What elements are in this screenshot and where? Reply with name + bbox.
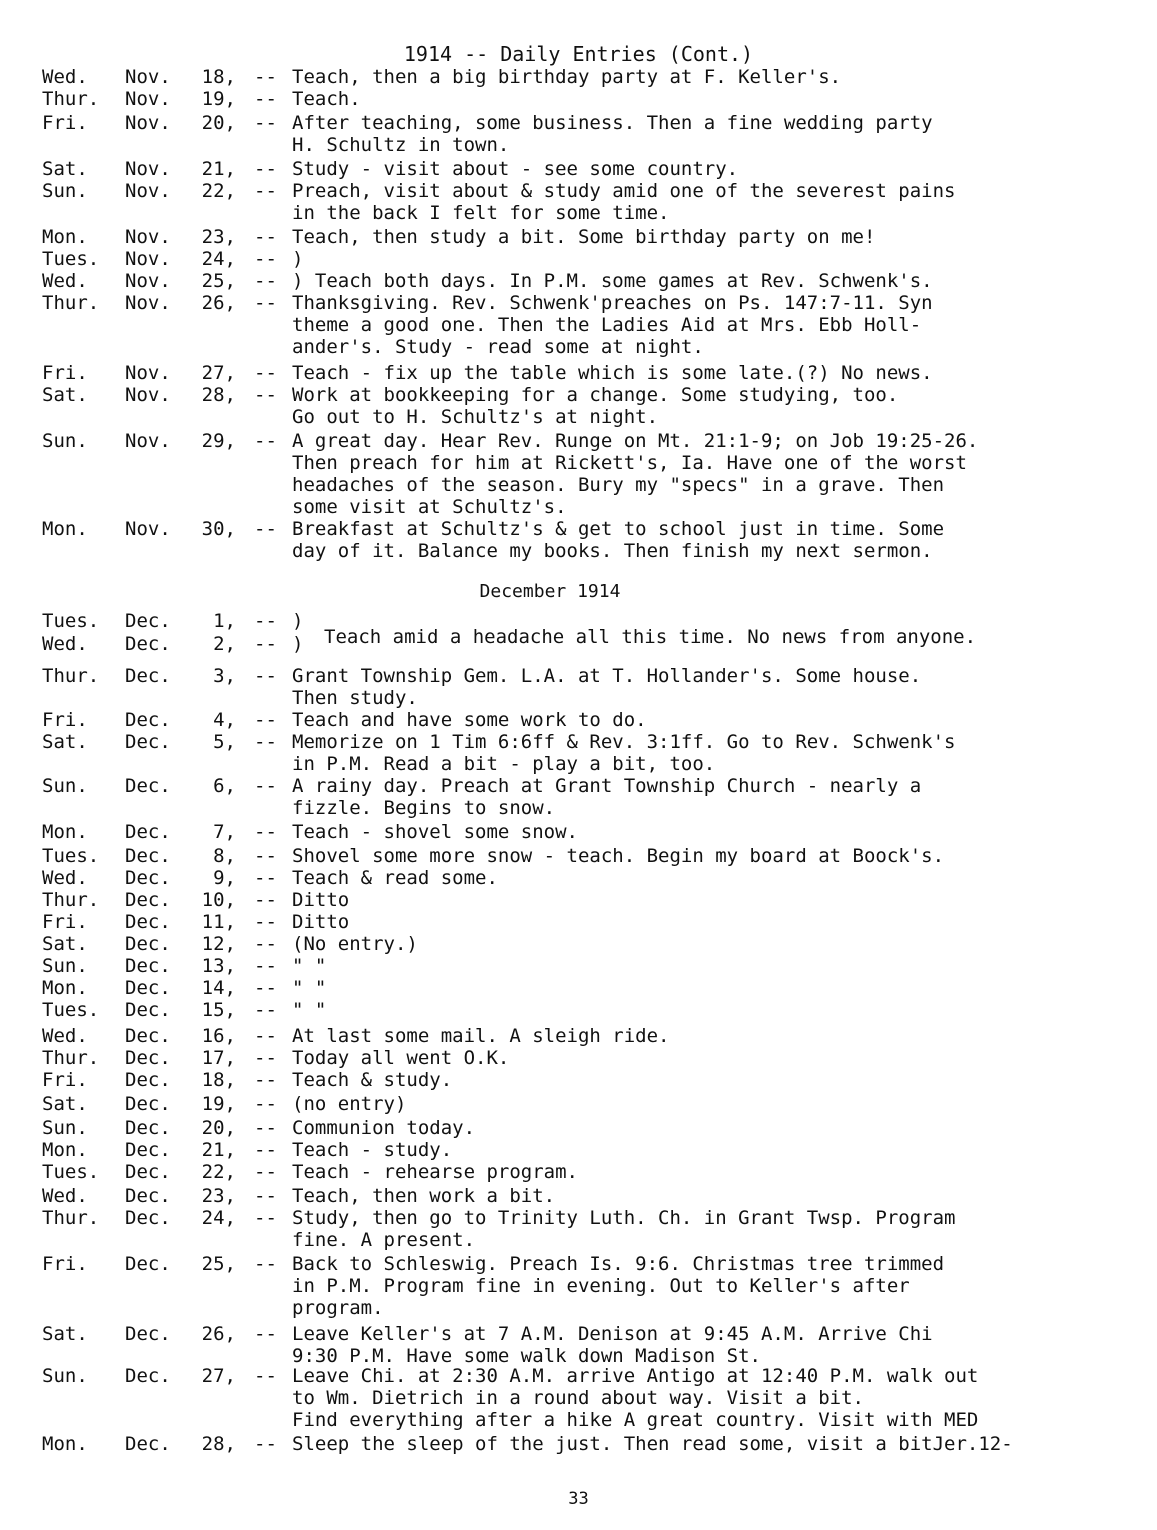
entry-date: 25, [201, 270, 236, 292]
entry-text: Teach - rehearse program. [292, 1161, 578, 1183]
entry-day: Thur. [42, 1207, 100, 1229]
entry-text: Thanksgiving. Rev. Schwenk'preaches on Ps. 147:7-11. Syn theme a good one. Then the Ladies Aid at Mrs. Ebb Holl- ander's. Study - read some at night. [292, 292, 933, 358]
entry-day: Mon. [42, 1433, 88, 1455]
entry-date: 27, [201, 1365, 236, 1387]
entry-month: Nov. [125, 66, 171, 88]
entry-date: 11, [201, 911, 236, 933]
entry-date: 4, [213, 709, 236, 731]
entry-date: 26, [201, 1323, 236, 1345]
entry-separator: -- [254, 1185, 277, 1207]
entry-month: Dec. [125, 1433, 171, 1455]
entry-month: Dec. [125, 1207, 171, 1229]
entry-month: Dec. [125, 1069, 171, 1091]
entry-day: Wed. [42, 867, 88, 889]
entry-day: Sun. [42, 180, 88, 202]
section-heading-december: December 1914 [479, 581, 621, 602]
entry-month: Dec. [125, 889, 171, 911]
entry-month: Nov. [125, 384, 171, 406]
entry-date: 18, [201, 66, 236, 88]
entry-month: Dec. [125, 867, 171, 889]
entry-separator: -- [254, 1207, 277, 1229]
entry-separator: -- [254, 731, 277, 753]
entry-separator: -- [254, 1117, 277, 1139]
entry-date: 5, [213, 731, 236, 753]
entry-day: Wed. [42, 1185, 88, 1207]
page-number: 33 [568, 1489, 589, 1509]
entry-separator: -- [254, 1323, 277, 1345]
entry-date: 27, [201, 362, 236, 384]
entry-separator: -- [254, 430, 277, 452]
entry-day: Fri. [42, 1069, 88, 1091]
entry-month: Dec. [125, 1323, 171, 1345]
entry-day: Fri. [42, 1253, 88, 1275]
entry-day: Fri. [42, 112, 88, 134]
entry-separator: -- [254, 1093, 277, 1115]
entry-text: Today all went O.K. [292, 1047, 510, 1069]
entry-day: Tues. [42, 845, 100, 867]
entry-month: Dec. [125, 709, 171, 731]
entry-month: Dec. [125, 933, 171, 955]
entry-day: Sun. [42, 1117, 88, 1139]
entry-text: ) [292, 610, 304, 632]
entry-text: Memorize on 1 Tim 6:6ff & Rev. 3:1ff. Go to Rev. Schwenk's in P.M. Read a bit - play a bit, too. [292, 731, 956, 775]
entry-separator: -- [254, 889, 277, 911]
entry-separator: -- [254, 633, 277, 655]
entry-separator: -- [254, 955, 277, 977]
entry-text: (no entry) [292, 1093, 407, 1115]
page-title: 1914 -- Daily Entries (Cont.) [403, 42, 754, 66]
entry-separator: -- [254, 292, 277, 314]
entry-date: 29, [201, 430, 236, 452]
entry-day: Sat. [42, 384, 88, 406]
entry-day: Mon. [42, 226, 88, 248]
entry-text: Ditto [292, 889, 350, 911]
entry-month: Dec. [125, 1093, 171, 1115]
entry-date: 6, [213, 775, 236, 797]
entry-separator: -- [254, 1139, 277, 1161]
entry-date: 14, [201, 977, 236, 999]
entry-text: Teach, then work a bit. [292, 1185, 556, 1207]
entry-day: Fri. [42, 709, 88, 731]
entry-separator: -- [254, 775, 277, 797]
entry-day: Thur. [42, 889, 100, 911]
entry-text: Study, then go to Trinity Luth. Ch. in Grant Twsp. Program fine. A present. [292, 1207, 956, 1251]
entry-separator: -- [254, 999, 277, 1021]
entry-day: Wed. [42, 633, 88, 655]
entry-day: Sat. [42, 933, 88, 955]
entry-text: Grant Township Gem. L.A. at T. Hollander's. Some house. Then study. [292, 665, 922, 709]
entry-day: Tues. [42, 248, 100, 270]
entry-text: Teach. [292, 88, 361, 110]
entry-day: Tues. [42, 610, 100, 632]
entry-day: Fri. [42, 911, 88, 933]
entry-date: 28, [201, 1433, 236, 1455]
entry-date: 18, [201, 1069, 236, 1091]
entry-text: Teach & read some. [292, 867, 498, 889]
entry-date: 12, [201, 933, 236, 955]
entry-month: Dec. [125, 1117, 171, 1139]
entry-separator: -- [254, 1161, 277, 1183]
entry-text: Breakfast at Schultz's & get to school just in time. Some day of it. Balance my books. Then finish my next sermon. [292, 518, 945, 562]
entry-day: Sat. [42, 731, 88, 753]
entry-month: Dec. [125, 1139, 171, 1161]
entry-month: Nov. [125, 248, 171, 270]
entry-separator: -- [254, 1025, 277, 1047]
entry-separator: -- [254, 709, 277, 731]
entry-text: Communion today. [292, 1117, 476, 1139]
entry-text: Teach and have some work to do. [292, 709, 647, 731]
entry-date: 7, [213, 821, 236, 843]
entry-date: 21, [201, 158, 236, 180]
entry-separator: -- [254, 867, 277, 889]
entry-day: Thur. [42, 292, 100, 314]
entry-day: Tues. [42, 999, 100, 1021]
entry-text: Study - visit about - see some country. [292, 158, 739, 180]
entry-date: 10, [201, 889, 236, 911]
entry-text: Teach, then a big birthday party at F. Keller's. [292, 66, 842, 88]
entry-day: Sat. [42, 1323, 88, 1345]
entry-date: 23, [201, 1185, 236, 1207]
entry-date: 1, [213, 610, 236, 632]
entry-separator: -- [254, 665, 277, 687]
entry-month: Dec. [125, 977, 171, 999]
entry-day: Wed. [42, 1025, 88, 1047]
entry-date: 28, [201, 384, 236, 406]
entry-month: Nov. [125, 430, 171, 452]
entry-date: 2, [213, 633, 236, 655]
entry-date: 20, [201, 1117, 236, 1139]
entry-day: Sun. [42, 1365, 88, 1387]
entry-text: " " [292, 999, 327, 1021]
entry-date: 30, [201, 518, 236, 540]
entry-day: Mon. [42, 518, 88, 540]
entry-text: Work at bookkeeping for a change. Some studying, too. Go out to H. Schultz's at night. [292, 384, 899, 428]
entry-date: 23, [201, 226, 236, 248]
entry-separator: -- [254, 1433, 277, 1455]
entry-text: ) [292, 248, 304, 270]
entry-text: After teaching, some business. Then a fine wedding party H. Schultz in town. [292, 112, 933, 156]
entry-separator: -- [254, 112, 277, 134]
entry-separator: -- [254, 933, 277, 955]
entry-separator: -- [254, 158, 277, 180]
entry-date: 19, [201, 88, 236, 110]
entry-month: Nov. [125, 158, 171, 180]
entry-day: Sat. [42, 158, 88, 180]
entry-month: Nov. [125, 292, 171, 314]
entry-text: Preach, visit about & study amid one of the severest pains in the back I felt for some time. [292, 180, 956, 224]
entry-month: Dec. [125, 610, 171, 632]
entry-month: Dec. [125, 1185, 171, 1207]
entry-day: Sat. [42, 1093, 88, 1115]
entry-text: ) [292, 633, 304, 655]
entry-date: 24, [201, 248, 236, 270]
entry-date: 15, [201, 999, 236, 1021]
entry-text: Shovel some more snow - teach. Begin my board at Boock's. [292, 845, 945, 867]
entry-text: Sleep the sleep of the just. Then read some, visit a bitJer.12- [292, 1433, 1013, 1455]
entry-month: Nov. [125, 226, 171, 248]
entry-date: 21, [201, 1139, 236, 1161]
entry-day: Wed. [42, 66, 88, 88]
entry-separator: -- [254, 270, 277, 292]
entry-date: 22, [201, 1161, 236, 1183]
entry-month: Nov. [125, 180, 171, 202]
entry-text: " " [292, 955, 327, 977]
entry-day: Fri. [42, 362, 88, 384]
entry-date: 24, [201, 1207, 236, 1229]
entry-text: Leave Keller's at 7 A.M. Denison at 9:45 A.M. Arrive Chi 9:30 P.M. Have some walk down Madison St. [292, 1323, 933, 1367]
entry-day: Wed. [42, 270, 88, 292]
entry-separator: -- [254, 518, 277, 540]
entry-text: ) Teach both days. In P.M. some games at Rev. Schwenk's. [292, 270, 933, 292]
entry-day: Mon. [42, 1139, 88, 1161]
entry-day: Sun. [42, 955, 88, 977]
entry-month: Dec. [125, 1253, 171, 1275]
entry-day: Mon. [42, 977, 88, 999]
entry-date: 16, [201, 1025, 236, 1047]
entry-day: Mon. [42, 821, 88, 843]
entry-month: Dec. [125, 999, 171, 1021]
entry-month: Dec. [125, 1047, 171, 1069]
entry-day: Sun. [42, 430, 88, 452]
entry-text: Teach - fix up the table which is some late.(?) No news. [292, 362, 933, 384]
entry-month: Dec. [125, 1365, 171, 1387]
entry-month: Dec. [125, 775, 171, 797]
entry-separator: -- [254, 180, 277, 202]
entry-separator: -- [254, 610, 277, 632]
entry-text: A rainy day. Preach at Grant Township Church - nearly a fizzle. Begins to snow. [292, 775, 922, 819]
entry-date: 20, [201, 112, 236, 134]
entry-separator: -- [254, 845, 277, 867]
entry-date: 25, [201, 1253, 236, 1275]
entry-month: Nov. [125, 88, 171, 110]
entry-month: Dec. [125, 955, 171, 977]
entry-separator: -- [254, 1069, 277, 1091]
entry-separator: -- [254, 88, 277, 110]
entry-text: " " [292, 977, 327, 999]
entry-month: Dec. [125, 1025, 171, 1047]
entry-separator: -- [254, 821, 277, 843]
entry-separator: -- [254, 248, 277, 270]
entry-day: Tues. [42, 1161, 100, 1183]
entry-day: Sun. [42, 775, 88, 797]
entry-date: 26, [201, 292, 236, 314]
entry-text: A great day. Hear Rev. Runge on Mt. 21:1-9; on Job 19:25-26. Then preach for him at Rickett's, Ia. Have one of the worst headaches of the season. Bury my "specs" in a grave. Then some visit at Schultz's. [292, 430, 979, 518]
entry-month: Nov. [125, 362, 171, 384]
entry-month: Nov. [125, 270, 171, 292]
entry-month: Dec. [125, 821, 171, 843]
entry-text: Teach amid a headache all this time. No news from anyone. [324, 626, 977, 648]
entry-text: Teach - shovel some snow. [292, 821, 578, 843]
entry-separator: -- [254, 66, 277, 88]
entry-month: Dec. [125, 845, 171, 867]
entry-separator: -- [254, 977, 277, 999]
entry-date: 19, [201, 1093, 236, 1115]
entry-date: 17, [201, 1047, 236, 1069]
entry-date: 9, [213, 867, 236, 889]
entry-separator: -- [254, 362, 277, 384]
entry-date: 8, [213, 845, 236, 867]
entry-date: 13, [201, 955, 236, 977]
entry-month: Dec. [125, 633, 171, 655]
entry-month: Dec. [125, 911, 171, 933]
entry-text: Teach - study. [292, 1139, 453, 1161]
entry-text: At last some mail. A sleigh ride. [292, 1025, 670, 1047]
entry-separator: -- [254, 1253, 277, 1275]
entry-day: Thur. [42, 1047, 100, 1069]
entry-day: Thur. [42, 665, 100, 687]
entry-month: Dec. [125, 1161, 171, 1183]
entry-separator: -- [254, 1047, 277, 1069]
entry-day: Thur. [42, 88, 100, 110]
entry-month: Dec. [125, 731, 171, 753]
entry-text: Teach & study. [292, 1069, 453, 1091]
entry-separator: -- [254, 226, 277, 248]
entry-text: Leave Chi. at 2:30 A.M. arrive Antigo at 12:40 P.M. walk out to Wm. Dietrich in a round about way. Visit a bit. Find everything after a hike A great country. Visit with MED [292, 1365, 979, 1431]
entry-text: Back to Schleswig. Preach Is. 9:6. Christmas tree trimmed in P.M. Program fine in evening. Out to Keller's after program. [292, 1253, 945, 1319]
entry-date: 3, [213, 665, 236, 687]
entry-month: Dec. [125, 665, 171, 687]
entry-text: Teach, then study a bit. Some birthday party on me! [292, 226, 876, 248]
entry-text: Ditto [292, 911, 350, 933]
entry-separator: -- [254, 384, 277, 406]
entry-separator: -- [254, 1365, 277, 1387]
entry-month: Nov. [125, 518, 171, 540]
entry-month: Nov. [125, 112, 171, 134]
entry-text: (No entry.) [292, 933, 418, 955]
entry-date: 22, [201, 180, 236, 202]
entry-separator: -- [254, 911, 277, 933]
